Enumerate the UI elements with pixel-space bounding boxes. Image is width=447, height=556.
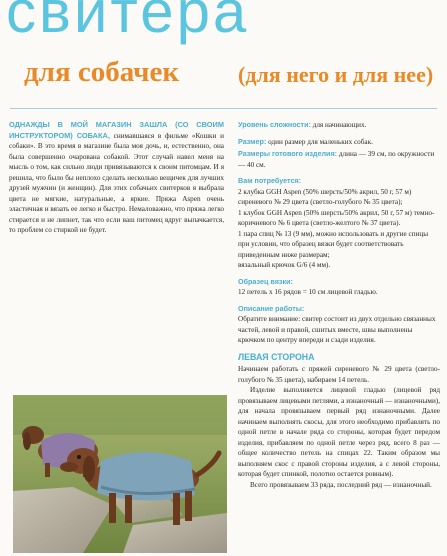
- size-row: [238, 137, 440, 148]
- materials-block: [238, 176, 440, 271]
- level-value: для начинающих.: [312, 121, 367, 129]
- left-side-p2: Изделие выполняется лицевой гладью (лицевой ряд провязываем лицевыми петлями, а изнаночный — изнаночными), для начала провязываем первый ряд изнаночными. Далее начинаем выполнять скосы, для этого необходимо прибавлять по одной петле в начале ряда со стороны, которая будет передом изделия, прибавляем по одной петле через ряд, всего 8 раз — общее количество петель на спицах 22. Таким образом мы выполняем скос с правой стороны изделия, а с левой стороны, которая будет спинкой, полотно остается ровным).: [238, 386, 440, 478]
- materials-line-1: 2 клубка GGH Aspen (50% шерсть/50% акрил, 50 г, 57 м) сиреневого № 29 цвета (светло-голубого № 35 цвета);: [238, 187, 412, 206]
- description-block: [238, 304, 440, 346]
- divider-rule: [10, 108, 437, 109]
- intro-lead: ОДНАЖДЫ В МОЙ МАГАЗИН ЗАШЛА (СО СВОИМ ИНСТРУКТОРОМ) СОБАКА,: [9, 120, 224, 140]
- description-label: Описание работы:: [238, 303, 305, 313]
- left-side-text: [238, 364, 440, 490]
- intro-column: [9, 120, 224, 236]
- left-side-p3: Всего провязываем 33 ряда, последний ряд — изнаночный.: [250, 480, 432, 489]
- materials-line-2: 1 клубок GGH Aspen (50% шерсть/50% акрил, 50 г, 57 м) темно-коричневого № 6 цвета (светло-желтого № 37 цвета).: [238, 208, 435, 227]
- title-line-2: для собачек: [24, 56, 180, 88]
- dims-value: длина — 39 см, по окружности — 40 см.: [238, 150, 435, 169]
- pattern-column: [238, 120, 440, 490]
- gauge-value: 12 петель x 16 рядов = 10 см лицевой гладью.: [238, 288, 378, 296]
- gauge-label: Образец вязки:: [238, 276, 293, 286]
- size-label: Размер:: [238, 136, 267, 146]
- left-side-p1: Начинаем работать с пряжей сиреневого № 29 цвета (светло-голубого № 35 цвета), набираем 14 петель.: [238, 365, 440, 384]
- size-value: один размер для маленьких собак.: [268, 137, 373, 146]
- materials-label: Вам потребуется:: [238, 176, 302, 185]
- materials-line-3: 1 пара спиц № 13 (9 мм), можно использовать и другие спицы при условии, что образец вязки будет соответствовать приведенным ниже размерам;: [238, 229, 429, 259]
- title-subtitle: (для него и для нее): [238, 62, 434, 87]
- gauge-block: [238, 277, 440, 298]
- description-value: Обратите внимание: свитер состоит из двух отдельно связанных частей, левой и правой, сшитых вместе, швы выполнены крючком по центру впереди и сзади изделия.: [238, 315, 436, 344]
- left-side-heading: ЛЕВАЯ СТОРОНА: [238, 351, 315, 362]
- dogs-photo: [13, 395, 227, 553]
- intro-body: снимавшаяся в фильме «Кошки и собаки». В это время в магазине была моя дочь, и, естественно, она была совершенно очарована собакой. Этот случай навел меня на мысль о том, как сильно люди привязываются к своим питомцам. И я решила, что было бы неплохо сделать несколько вещичек для лучших друзей мужчин (и женщин). Для этих собачьих свитерков я выбрала цвета не мягкие, натуральные, а яркие. Пряжа Aspen очень эластичная и вязать ее легко и быстро. Немаловажно, что пряжа легко стирается и не липнет, так что если ваш питомец вдруг выпачкается, то проблем со стиркой не будет.: [9, 131, 224, 234]
- dims-row: [238, 149, 440, 170]
- intro-paragraph: [9, 120, 224, 236]
- level-label: Уровень сложности:: [238, 120, 311, 129]
- level-row: [238, 120, 440, 131]
- materials-line-4: вязальный крючок G/6 (4 мм).: [238, 261, 331, 269]
- dogs-illustration: [13, 395, 227, 553]
- dims-label: Размеры готового изделия:: [238, 149, 338, 158]
- title-line-1: свитера: [6, 0, 250, 45]
